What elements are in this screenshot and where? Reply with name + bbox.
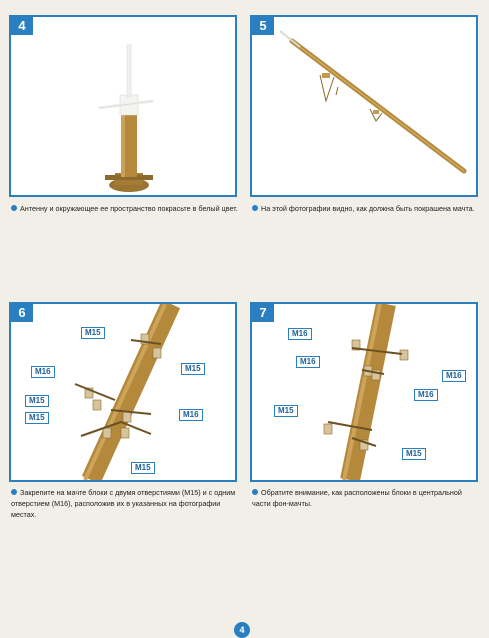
step-7-panel <box>250 302 478 482</box>
step-4-photo <box>11 17 235 195</box>
step-7-photo <box>252 304 476 480</box>
label-m16: M16 <box>414 389 438 401</box>
label-m15: M15 <box>181 363 205 375</box>
step-number-badge: 6 <box>11 304 33 322</box>
step-5-caption: На этой фотографии видно, как должна быть покрашена мачта. <box>252 203 480 214</box>
step-4-caption: Антенну и окружающее ее пространство покрасьте в белый цвет. <box>11 203 239 214</box>
page-number: 4 <box>234 622 250 638</box>
step-6-photo <box>11 304 235 480</box>
step-number-badge: 4 <box>11 17 33 35</box>
step-number-badge: 7 <box>252 304 274 322</box>
bullet-icon <box>11 489 17 495</box>
label-m16: M16 <box>296 356 320 368</box>
bullet-icon <box>252 205 258 211</box>
step-number-badge: 5 <box>252 17 274 35</box>
step-7-caption: Обратите внимание, как расположены блоки в центральной части фон-мачты. <box>252 488 462 508</box>
label-m16: M16 <box>442 370 466 382</box>
bullet-icon <box>252 489 258 495</box>
step-4-panel <box>9 15 237 197</box>
step-6-panel <box>9 302 237 482</box>
label-m15: M15 <box>25 395 49 407</box>
label-m16: M16 <box>31 366 55 378</box>
label-m16: M16 <box>179 409 203 421</box>
label-m15: M15 <box>131 462 155 474</box>
label-m15: M15 <box>25 412 49 424</box>
bullet-icon <box>11 205 17 211</box>
label-m15: M15 <box>274 405 298 417</box>
step-6-caption: Закрепите на мачте блоки с двумя отверстиями (M15) и с одним отверстием (M16), расположив их в указанных на фотографии местах. <box>11 488 236 519</box>
label-m15: M15 <box>402 448 426 460</box>
label-m15: M15 <box>81 327 105 339</box>
label-m16: M16 <box>288 328 312 340</box>
step-5-photo <box>252 17 476 195</box>
step-5-panel <box>250 15 478 197</box>
